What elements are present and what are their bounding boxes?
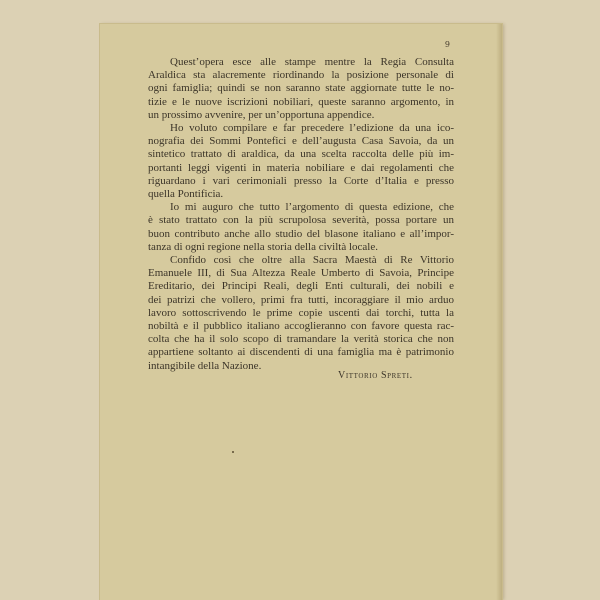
text-line: quella Pontificia. xyxy=(148,188,224,201)
text-line: portanti leggi vigenti in materia nobiliare e dai regolamenti che xyxy=(148,161,454,174)
book-page xyxy=(100,24,502,600)
text-line: dei patrizi che vollero, primi fra tutti, incoraggiare il mio arduo xyxy=(148,293,454,306)
text-line: lavoro sottoscrivendo le prime copie uscenti dai torchi, tutta la xyxy=(148,306,454,319)
text-line: riguardano i vari cerimoniali presso la Corte d’Italia e presso xyxy=(148,174,454,187)
text-line: Confido così che oltre alla Sacra Maestà di Re Vittorio xyxy=(170,254,454,267)
text-line: colta che ha il solo scopo di tramandare la verità storica che non xyxy=(148,333,454,346)
text-line: ogni famiglia; quindi se non saranno state aggiornate tutte le no- xyxy=(148,82,454,95)
text-line: nografia dei Sommi Pontefici e dell’augusta Casa Savoia, da un xyxy=(148,135,454,148)
text-line: Ereditario, dei Principi Reali, degli Enti culturali, dei nobili e xyxy=(148,280,454,293)
author-signature: Vittorio Spreti. xyxy=(338,370,413,381)
text-line: nobiltà e il pubblico italiano accoglieranno con favore questa rac- xyxy=(148,320,454,333)
text-line: tanza di ogni regione nella storia della civiltà locale. xyxy=(148,240,378,253)
text-line: un prossimo avvenire, per un’opportuna appendice. xyxy=(148,108,375,121)
text-line: Quest’opera esce alle stampe mentre la Regia Consulta xyxy=(170,56,454,68)
text-line: Araldica sta alacremente riordinando la posizione personale di xyxy=(148,69,454,82)
text-line: appartiene soltanto ai discendenti di una famiglia ma è patrimonio xyxy=(148,346,454,359)
preface-text xyxy=(148,56,454,373)
text-line: Ho voluto compilare e far precedere l’edizione da una ico- xyxy=(170,122,454,135)
paper-speck xyxy=(232,451,234,453)
text-line: è stato trattato con la più scrupolosa severità, possa portare un xyxy=(148,214,454,227)
text-line: tizie e le nuove iscrizioni nobiliari, queste saranno argomento, in xyxy=(148,95,454,108)
text-line: sintetico trattato di araldica, da una scelta raccolta delle più im- xyxy=(148,148,454,161)
text-line: intangibile della Nazione. xyxy=(148,359,262,372)
page-number: 9 xyxy=(444,40,450,49)
page-edge-shadow xyxy=(496,24,502,600)
text-line: Emanuele III, di Sua Altezza Reale Umberto di Savoia, Principe xyxy=(148,267,454,280)
text-line: Io mi auguro che tutto l’argomento di questa edizione, che xyxy=(170,201,454,214)
text-line: buon contributo anche allo studio del blasone italiano e all’impor- xyxy=(148,227,454,240)
